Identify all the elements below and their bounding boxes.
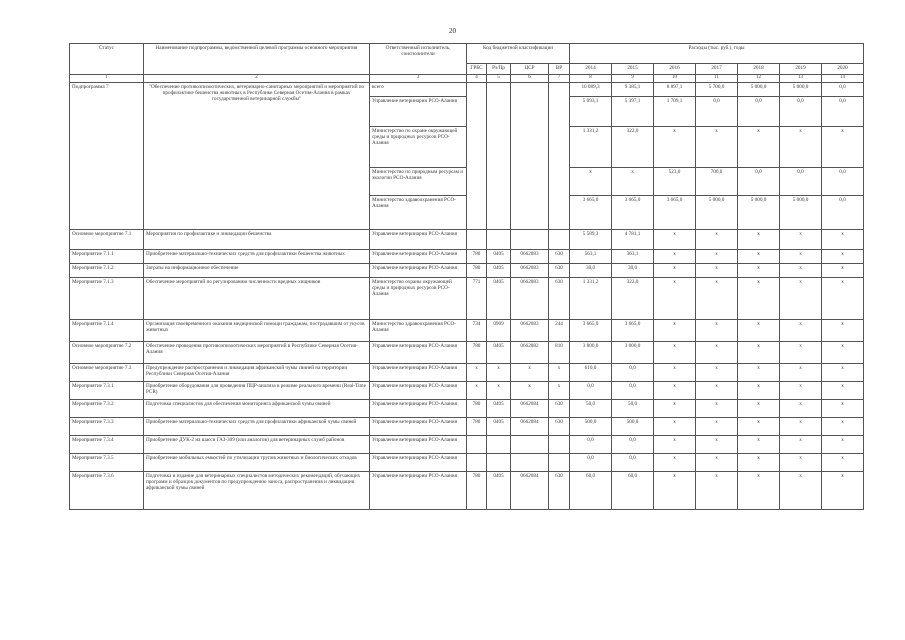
- code-rzpr: 0405: [487, 472, 511, 510]
- value-cell: 5 700,0: [696, 83, 738, 97]
- value-cell: 3 665,0: [570, 196, 612, 230]
- responsible-cell: Министерство здравоохранения РСО-Алания: [370, 320, 467, 342]
- value-cell: 30,0: [570, 264, 612, 278]
- code-vr: [549, 454, 570, 472]
- value-cell: х: [654, 382, 696, 400]
- value-cell: х: [822, 230, 864, 250]
- code-rzpr: 0405: [487, 342, 511, 364]
- index-cell: 11: [696, 75, 738, 83]
- value-cell: 4 781,1: [612, 230, 654, 250]
- header-year: 2020: [822, 64, 864, 75]
- status-cell: Мероприятие 7.3.3: [70, 418, 144, 436]
- name-cell: Обеспечение мероприятий по регулированию численности вредных хищников: [144, 278, 370, 320]
- responsible-cell: Управление ветеринарии РСО-Алания: [370, 472, 467, 510]
- value-cell: х: [822, 382, 864, 400]
- index-cell: 6: [511, 75, 549, 83]
- code-rzpr: 0405: [487, 278, 511, 320]
- value-cell: 50,0: [612, 400, 654, 418]
- responsible-cell: Управление ветеринарии РСО-Алания: [370, 454, 467, 472]
- value-cell: х: [822, 264, 864, 278]
- value-cell: 322,0: [612, 127, 654, 168]
- value-cell: х: [654, 264, 696, 278]
- value-cell: 0,0: [822, 83, 864, 97]
- code-csr: 0662084: [511, 472, 549, 510]
- value-cell: 500,0: [612, 418, 654, 436]
- value-cell: х: [696, 342, 738, 364]
- value-cell: х: [822, 436, 864, 454]
- value-cell: 0,0: [738, 168, 780, 196]
- status-cell: Мероприятие 7.3.4: [70, 436, 144, 454]
- code-vr: 630: [549, 250, 570, 264]
- responsible-cell: Управление ветеринарии РСО-Алания: [370, 436, 467, 454]
- code-rzpr: [487, 230, 511, 250]
- code-csr: 0662084: [511, 418, 549, 436]
- code-csr: 0662083: [511, 320, 549, 342]
- value-cell: 563,1: [570, 250, 612, 264]
- table-row: [70, 83, 864, 97]
- responsible-cell: Министерство по природным ресурсам и экологии РСО-Алания: [370, 168, 467, 196]
- value-cell: 610,0: [570, 364, 612, 382]
- name-cell: Приобретение материально-технических средств для профилактики бешенства животных: [144, 250, 370, 264]
- value-cell: х: [696, 400, 738, 418]
- name-cell: Приобретение ДУК-2 на шасси ГАЗ-309 (или аналогов) для ветеринарных служб районов: [144, 436, 370, 454]
- table-row: [70, 454, 864, 472]
- index-cell: 13: [780, 75, 822, 83]
- header-year: 2017: [696, 64, 738, 75]
- name-cell: Мероприятия по профилактике и ликвидации бешенства: [144, 230, 370, 250]
- code-vr: 630: [549, 264, 570, 278]
- index-cell: 5: [487, 75, 511, 83]
- value-cell: 5 000,0: [780, 83, 822, 97]
- value-cell: х: [696, 472, 738, 510]
- value-cell: х: [738, 418, 780, 436]
- value-cell: х: [696, 264, 738, 278]
- value-cell: 1 331,2: [570, 127, 612, 168]
- header-name: Наименование подпрограммы, ведомственной целевой программы основного мероприятия: [144, 44, 370, 75]
- code-rzpr: 0405: [487, 400, 511, 418]
- status-cell: Мероприятие 7.3.2: [70, 400, 144, 418]
- responsible-cell: Министерство охраны окружающей среды и природных ресурсов РСО-Алания: [370, 278, 467, 320]
- value-cell: х: [822, 364, 864, 382]
- table-row: [70, 472, 864, 510]
- value-cell: х: [738, 250, 780, 264]
- value-cell: х: [738, 454, 780, 472]
- value-cell: х: [780, 127, 822, 168]
- responsible-cell: Управление ветеринарии РСО-Алания: [370, 264, 467, 278]
- value-cell: 1 331,2: [570, 278, 612, 320]
- value-cell: 0,0: [738, 97, 780, 127]
- value-cell: 322,0: [612, 278, 654, 320]
- header-year: 2018: [738, 64, 780, 75]
- code-grbs: 780: [467, 250, 487, 264]
- value-cell: х: [780, 230, 822, 250]
- code-vr: [549, 230, 570, 250]
- status-cell: Мероприятие 7.3.6: [70, 472, 144, 510]
- name-cell: Обеспечение проведения противоэпизоотических мероприятий в Республике Северная Осетия-Алания: [144, 342, 370, 364]
- value-cell: х: [822, 278, 864, 320]
- value-cell: х: [654, 418, 696, 436]
- name-cell: Приобретение оборудования для проведения ПЦР-анализа в режиме реального времени (Real-Time PCR): [144, 382, 370, 400]
- name-cell: Приобретение материально-технических средств для профилактики африканской чумы свиней: [144, 418, 370, 436]
- code-csr: 0662082: [511, 342, 549, 364]
- status-cell: Мероприятие 7.1.3: [70, 278, 144, 320]
- index-cell: 7: [549, 75, 570, 83]
- value-cell: х: [654, 250, 696, 264]
- index-cell: 10: [654, 75, 696, 83]
- code-grbs: 780: [467, 264, 487, 278]
- value-cell: х: [822, 472, 864, 510]
- value-cell: х: [822, 320, 864, 342]
- table-row: [70, 278, 864, 320]
- value-cell: х: [654, 127, 696, 168]
- index-cell: 8: [570, 75, 612, 83]
- table-row: [70, 230, 864, 250]
- index-cell: 4: [467, 75, 487, 83]
- value-cell: 3 665,0: [570, 320, 612, 342]
- responsible-cell: Управление ветеринарии РСО-Алания: [370, 418, 467, 436]
- responsible-cell: Управление ветеринарии РСО-Алания: [370, 400, 467, 418]
- value-cell: 50,0: [570, 400, 612, 418]
- value-cell: х: [738, 127, 780, 168]
- responsible-cell: Управление ветеринарии РСО-Алания: [370, 342, 467, 364]
- value-cell: 3 000,0: [612, 342, 654, 364]
- value-cell: 8 897,1: [654, 83, 696, 97]
- code-csr: х: [511, 382, 549, 400]
- responsible-cell: Министерство по охране окружающей среды и природных ресурсов РСО-Алания: [370, 127, 467, 168]
- value-cell: х: [738, 400, 780, 418]
- value-cell: х: [696, 278, 738, 320]
- value-cell: 10 089,3: [570, 83, 612, 97]
- value-cell: х: [570, 168, 612, 196]
- code-vr: 630: [549, 278, 570, 320]
- header-year: 2015: [612, 64, 654, 75]
- value-cell: х: [822, 250, 864, 264]
- code-rzpr: х: [487, 364, 511, 382]
- code-grbs: 780: [467, 400, 487, 418]
- value-cell: 0,0: [822, 168, 864, 196]
- value-cell: х: [780, 454, 822, 472]
- header-budget-code: Код бюджетной классификации: [467, 44, 570, 64]
- code-csr: х: [511, 364, 549, 382]
- responsible-cell: Управление ветеринарии РСО-Алания: [370, 97, 467, 127]
- status-cell: Мероприятие 7.1.2: [70, 264, 144, 278]
- value-cell: 0,0: [612, 454, 654, 472]
- value-cell: х: [696, 320, 738, 342]
- table-row: [70, 382, 864, 400]
- value-cell: х: [738, 230, 780, 250]
- value-cell: 523,0: [654, 168, 696, 196]
- index-cell: 14: [822, 75, 864, 83]
- value-cell: 5 000,0: [696, 196, 738, 230]
- value-cell: х: [780, 342, 822, 364]
- value-cell: 0,0: [570, 382, 612, 400]
- value-cell: 3 800,0: [570, 342, 612, 364]
- value-cell: х: [654, 400, 696, 418]
- header-year: 2014: [570, 64, 612, 75]
- table-row: [70, 436, 864, 454]
- value-cell: х: [780, 382, 822, 400]
- value-cell: 60,0: [612, 472, 654, 510]
- status-cell: Мероприятие 7.1.1: [70, 250, 144, 264]
- value-cell: х: [780, 264, 822, 278]
- code-grbs: х: [467, 364, 487, 382]
- expenses-table: [69, 43, 864, 510]
- value-cell: х: [780, 418, 822, 436]
- value-cell: 0,0: [570, 436, 612, 454]
- index-cell: 9: [612, 75, 654, 83]
- value-cell: 700,0: [696, 168, 738, 196]
- value-cell: х: [738, 436, 780, 454]
- header-vr: ВР: [549, 64, 570, 75]
- code-rzpr: 0405: [487, 418, 511, 436]
- code-vr: 244: [549, 320, 570, 342]
- index-cell: 3: [370, 75, 467, 83]
- status-cell: Мероприятие 7.3.1: [70, 382, 144, 400]
- code-rzpr: 0405: [487, 264, 511, 278]
- program-status: Подпрограмма 7: [70, 83, 144, 230]
- value-cell: х: [654, 320, 696, 342]
- header-expenses: Расходы (тыс. руб.), годы: [570, 44, 864, 64]
- value-cell: х: [696, 382, 738, 400]
- responsible-cell: Управление ветеринарии РСО-Алания: [370, 382, 467, 400]
- value-cell: 0,0: [696, 97, 738, 127]
- name-cell: Приобретение мобильных емкостей по утилизации трупов животных и биологических отходов: [144, 454, 370, 472]
- code-csr: [511, 454, 549, 472]
- header-grbs: ГРБС: [467, 64, 487, 75]
- value-cell: 5 093,1: [570, 97, 612, 127]
- value-cell: 1 709,1: [654, 97, 696, 127]
- value-cell: х: [696, 454, 738, 472]
- value-cell: 500,0: [570, 418, 612, 436]
- value-cell: 0,0: [780, 97, 822, 127]
- value-cell: х: [696, 418, 738, 436]
- header-csr: ЦСР: [511, 64, 549, 75]
- code-grbs: [467, 436, 487, 454]
- value-cell: х: [654, 278, 696, 320]
- header-responsible: Ответственный исполнитель, соисполнители: [370, 44, 467, 75]
- code-grbs: 734: [467, 320, 487, 342]
- index-cell: 12: [738, 75, 780, 83]
- value-cell: х: [696, 127, 738, 168]
- value-cell: х: [780, 278, 822, 320]
- value-cell: 5 589,3: [570, 230, 612, 250]
- table-row: [70, 320, 864, 342]
- value-cell: х: [738, 342, 780, 364]
- name-cell: Организация своевременного оказания медицинской помощи гражданам, пострадавшим от укусов животных: [144, 320, 370, 342]
- value-cell: х: [654, 472, 696, 510]
- code-csr: [511, 230, 549, 250]
- code-cell: [487, 83, 511, 230]
- value-cell: х: [696, 230, 738, 250]
- value-cell: х: [822, 454, 864, 472]
- code-csr: 0662083: [511, 264, 549, 278]
- value-cell: 5 397,1: [612, 97, 654, 127]
- value-cell: х: [822, 400, 864, 418]
- value-cell: х: [780, 250, 822, 264]
- code-rzpr: 0909: [487, 320, 511, 342]
- value-cell: 9 385,1: [612, 83, 654, 97]
- header-year: 2019: [780, 64, 822, 75]
- index-row: [70, 75, 864, 83]
- responsible-cell: всего: [370, 83, 467, 97]
- code-cell: [467, 83, 487, 230]
- code-grbs: 780: [467, 418, 487, 436]
- code-cell: [549, 83, 570, 230]
- status-cell: Мероприятие 7.3.5: [70, 454, 144, 472]
- code-grbs: 780: [467, 342, 487, 364]
- status-cell: Мероприятие 7.1.4: [70, 320, 144, 342]
- table-row: [70, 264, 864, 278]
- program-name: "Обеспечение противоэпизоотических, ветеринарно-санитарных мероприятий и мероприятий по профилактике бешенства животных в Республике Северная Осетия-Алания в рамках государственной ветеринарной службы": [144, 83, 370, 230]
- code-vr: х: [549, 382, 570, 400]
- value-cell: 0,0: [822, 196, 864, 230]
- value-cell: 5 000,0: [738, 83, 780, 97]
- value-cell: 5 000,0: [738, 196, 780, 230]
- value-cell: х: [654, 364, 696, 382]
- value-cell: х: [738, 320, 780, 342]
- code-grbs: [467, 454, 487, 472]
- code-csr: 0662083: [511, 250, 549, 264]
- value-cell: х: [738, 364, 780, 382]
- code-rzpr: [487, 436, 511, 454]
- table-row: [70, 400, 864, 418]
- code-grbs: 780: [467, 472, 487, 510]
- name-cell: Подготовка специалистов для обеспечения мониторинга африканской чумы свиней: [144, 400, 370, 418]
- value-cell: х: [612, 168, 654, 196]
- code-vr: 810: [549, 342, 570, 364]
- value-cell: х: [780, 400, 822, 418]
- code-vr: 630: [549, 418, 570, 436]
- value-cell: 0,0: [612, 364, 654, 382]
- value-cell: х: [696, 436, 738, 454]
- status-cell: Основное мероприятие 7.3: [70, 364, 144, 382]
- value-cell: х: [738, 278, 780, 320]
- code-grbs: 771: [467, 278, 487, 320]
- code-vr: х: [549, 364, 570, 382]
- code-vr: 630: [549, 400, 570, 418]
- value-cell: х: [696, 364, 738, 382]
- code-csr: 0662083: [511, 278, 549, 320]
- value-cell: х: [654, 230, 696, 250]
- table-row: [70, 418, 864, 436]
- value-cell: 0,0: [612, 436, 654, 454]
- responsible-cell: Управление ветеринарии РСО-Алания: [370, 250, 467, 264]
- value-cell: х: [780, 320, 822, 342]
- status-cell: Основное мероприятие 7.2: [70, 342, 144, 364]
- value-cell: 0,0: [822, 97, 864, 127]
- value-cell: х: [780, 436, 822, 454]
- name-cell: Подготовка и издание для ветеринарных специалистов методических рекомендаций, обучающих программ и образцов документов по предупреждению заноса, распространения и ликвидации африканской чумы свиней: [144, 472, 370, 510]
- header-status: Статус: [70, 44, 144, 75]
- value-cell: х: [696, 250, 738, 264]
- code-rzpr: х: [487, 382, 511, 400]
- page-number: 20: [449, 27, 456, 35]
- value-cell: 5 000,0: [780, 196, 822, 230]
- code-rzpr: [487, 454, 511, 472]
- status-cell: Основное мероприятие 7.1: [70, 230, 144, 250]
- responsible-cell: Управление ветеринарии РСО-Алания: [370, 230, 467, 250]
- name-cell: Затраты на информационное обеспечение: [144, 264, 370, 278]
- value-cell: 60,0: [570, 472, 612, 510]
- code-vr: [549, 436, 570, 454]
- value-cell: х: [654, 436, 696, 454]
- value-cell: х: [738, 382, 780, 400]
- value-cell: х: [822, 127, 864, 168]
- code-grbs: [467, 230, 487, 250]
- code-cell: [511, 83, 549, 230]
- value-cell: х: [738, 472, 780, 510]
- table-row: [70, 364, 864, 382]
- value-cell: х: [822, 418, 864, 436]
- value-cell: 0,0: [612, 382, 654, 400]
- value-cell: х: [822, 342, 864, 364]
- value-cell: 30,0: [612, 264, 654, 278]
- header-rzpr: Рз/Пр: [487, 64, 511, 75]
- value-cell: х: [780, 472, 822, 510]
- value-cell: х: [654, 342, 696, 364]
- code-csr: [511, 436, 549, 454]
- name-cell: Предупреждение распространения и ликвидация африканской чумы свиней на территории Республики Северная Осетия-Алания: [144, 364, 370, 382]
- index-cell: 1: [70, 75, 144, 83]
- value-cell: х: [654, 454, 696, 472]
- table-row: [70, 250, 864, 264]
- value-cell: х: [738, 264, 780, 278]
- index-cell: 2: [144, 75, 370, 83]
- value-cell: 363,1: [612, 250, 654, 264]
- responsible-cell: Министерство здравоохранения РСО-Алания: [370, 196, 467, 230]
- value-cell: 0,0: [780, 168, 822, 196]
- header-year: 2016: [654, 64, 696, 75]
- value-cell: 3 665,0: [654, 196, 696, 230]
- code-vr: 630: [549, 472, 570, 510]
- code-grbs: х: [467, 382, 487, 400]
- value-cell: 3 665,0: [612, 196, 654, 230]
- value-cell: 3 665,0: [612, 320, 654, 342]
- value-cell: х: [780, 364, 822, 382]
- value-cell: 0,0: [570, 454, 612, 472]
- code-csr: 0662084: [511, 400, 549, 418]
- code-rzpr: 0405: [487, 250, 511, 264]
- responsible-cell: Управление ветеринарии РСО-Алания: [370, 364, 467, 382]
- table-row: [70, 342, 864, 364]
